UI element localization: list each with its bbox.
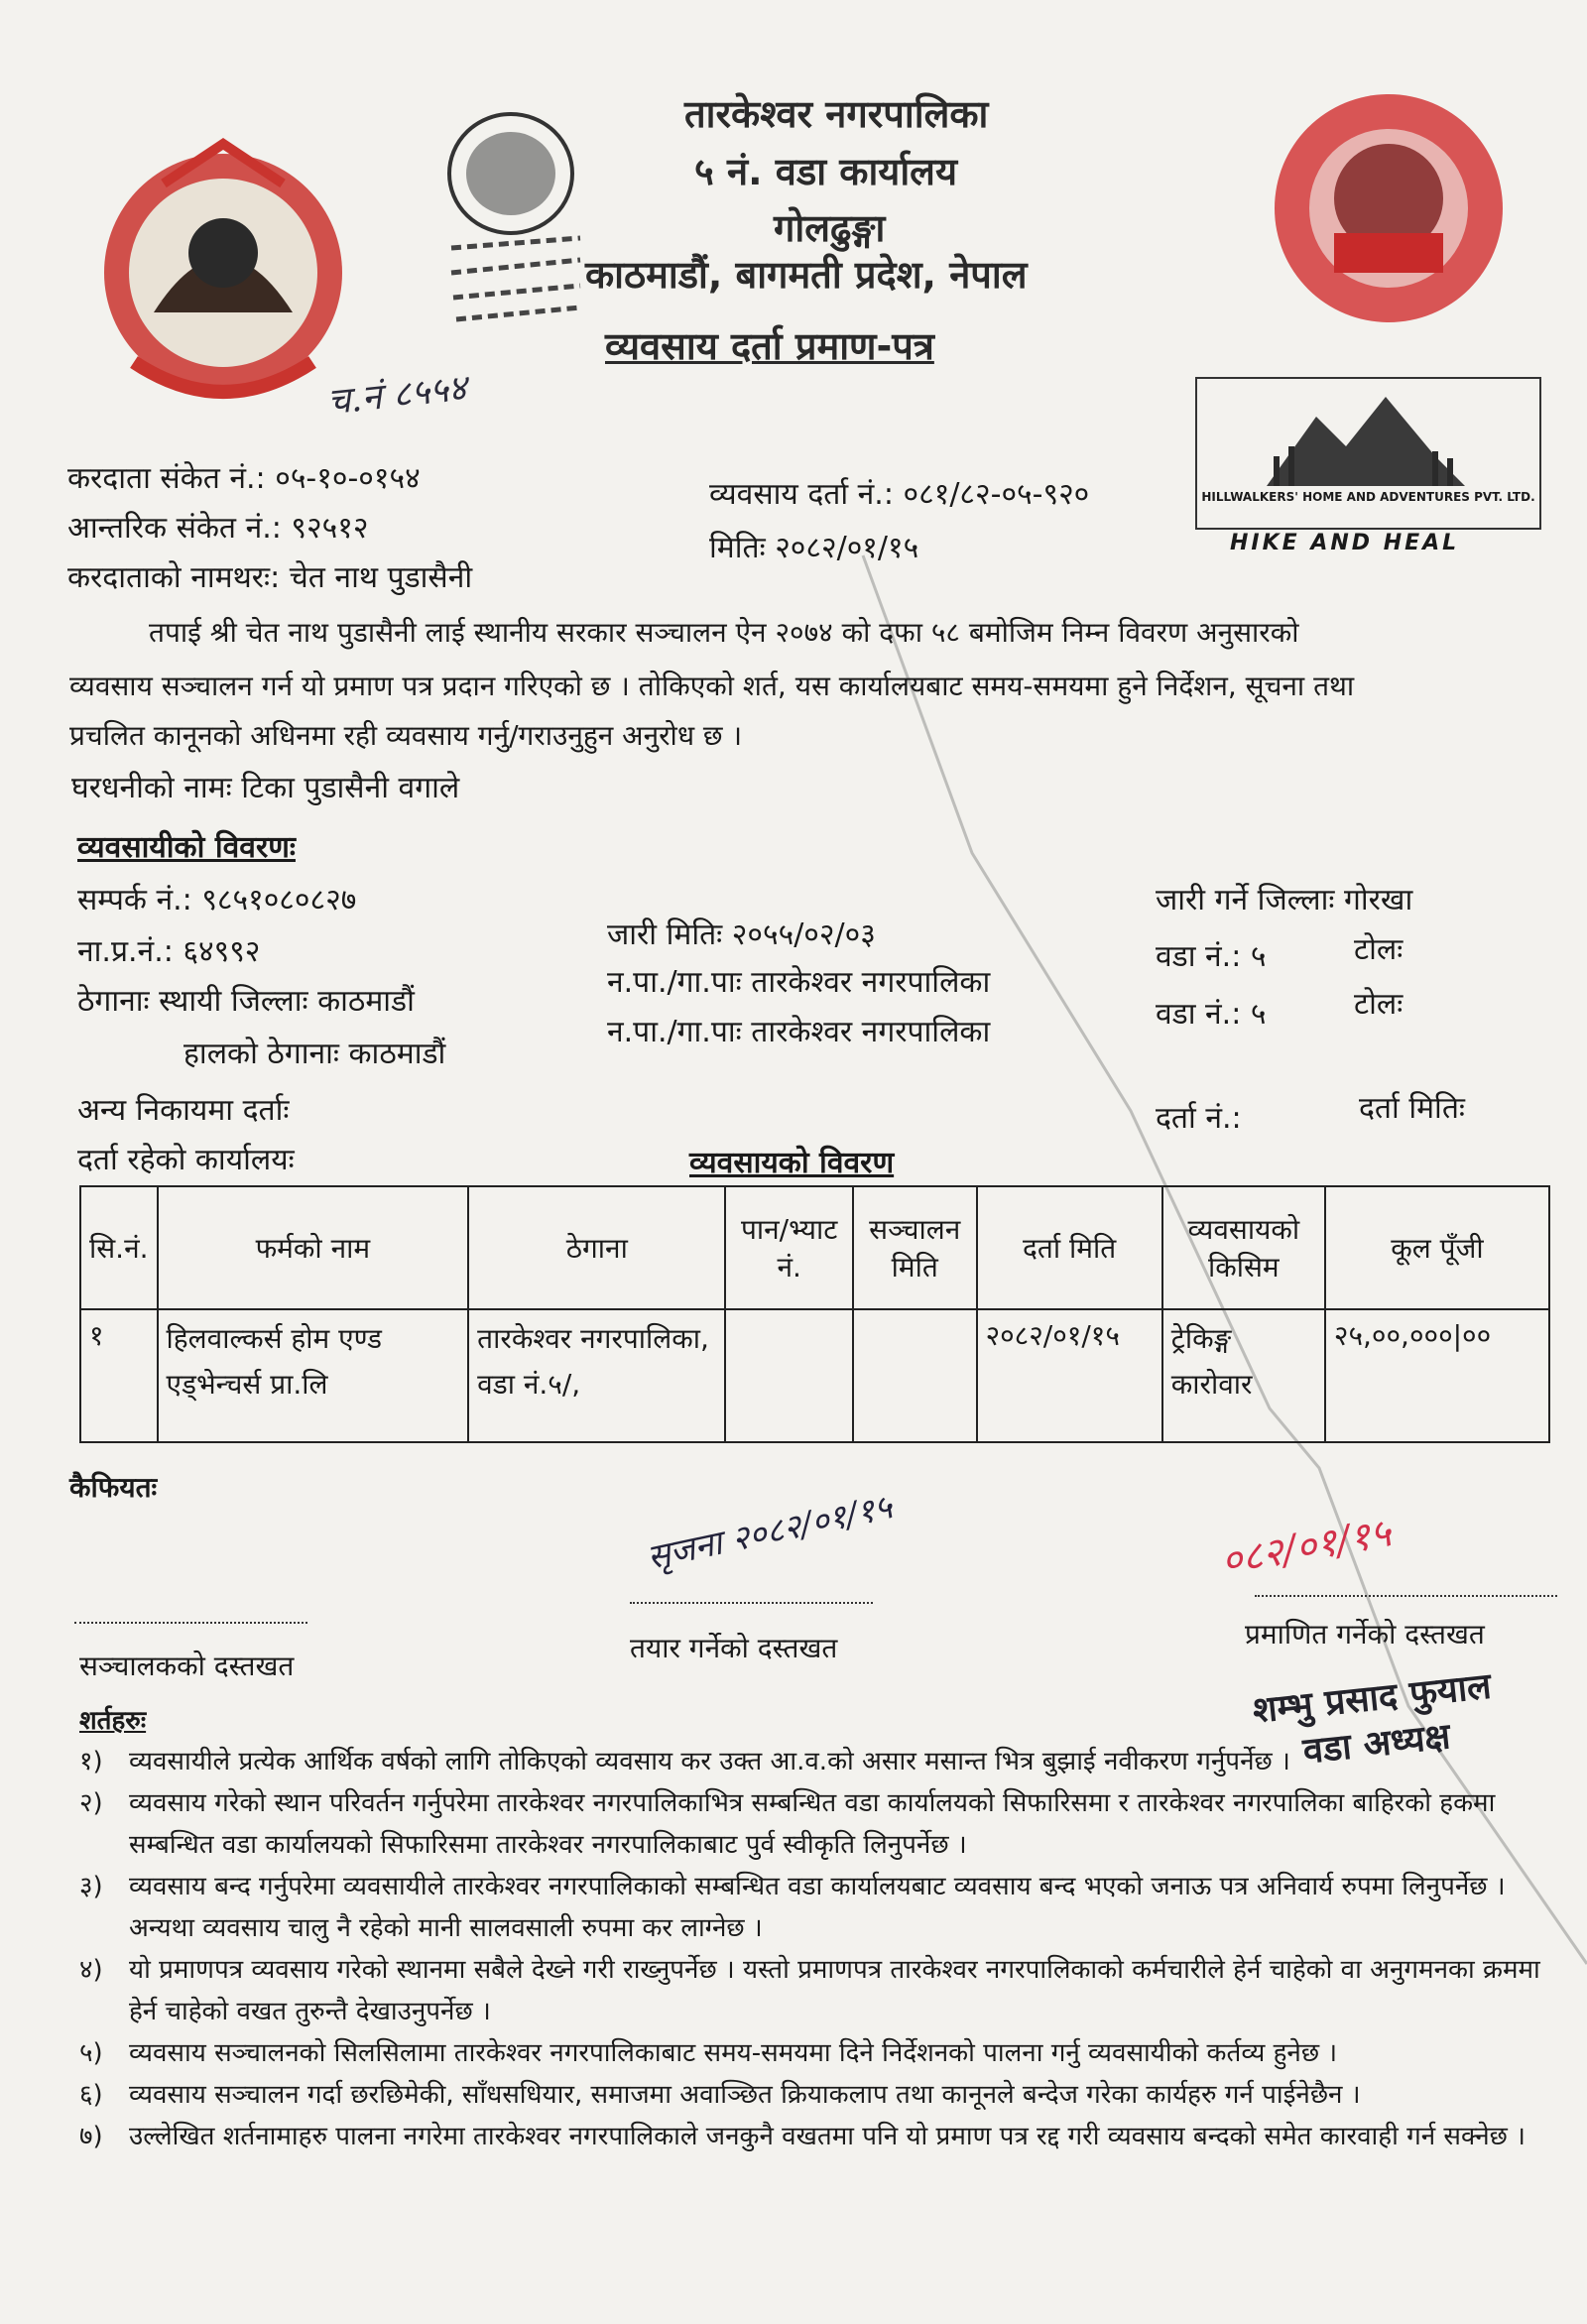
body-line-2: व्यवसाय सञ्चालन गर्न यो प्रमाण पत्र प्रदान गरिएको छ । तोकिएको शर्त, यस कार्यालयबाट समय-समयमा हुने निर्देशन, सूचना तथा bbox=[69, 670, 1355, 702]
terms-list bbox=[79, 1741, 1557, 2157]
issue-date-label: जारी मितिः bbox=[607, 917, 723, 952]
landlord-label: घरधनीको नामः bbox=[71, 771, 232, 805]
stamp-name: शम्भु प्रसाद फुयाल bbox=[1251, 1665, 1494, 1732]
term-text: यो प्रमाणपत्र व्यवसाय गरेको स्थानमा सबैले देख्ने गरी राख्नुपर्नेछ । यस्तो प्रमाणपत्र तारकेश्वर नगरपालिकाको कर्मचारीले हेर्न चाहेको वा अनुगमनका क्रममा हेर्न चाहेको वखत तुरुन्तै देखाउनुपर्नेछ । bbox=[129, 1955, 1540, 2026]
body-line-1: तपाई श्री चेत नाथ पुडासैनी लाई स्थानीय सरकार सञ्चालन ऐन २०७४ को दफा ५८ बमोजिम निम्न विवरण अनुसारको bbox=[149, 616, 1299, 649]
landlord-row bbox=[71, 766, 459, 806]
perm-tole-label: टोलः bbox=[1354, 932, 1404, 967]
col-pan-vat: पान/भ्याट नं. bbox=[725, 1186, 853, 1309]
header-location: गोलढुङ्गा bbox=[774, 206, 886, 250]
term-item bbox=[79, 1949, 1557, 2032]
internal-value: ९२५१२ bbox=[291, 511, 369, 546]
term-text: व्यवसाय गरेको स्थान परिवर्तन गर्नुपरेमा तारकेश्वर नगरपालिकाभित्र सम्बन्धित वडा कार्यालयको सिफारिसमा र तारकेश्वर नगरपालिका बाहिरको हकमा सम्बन्धित वडा कार्यालयको सिफारिसमा तारकेश्वर नगरपालिकाबाट पुर्व स्वीकृति लिनुपर्नेछ । bbox=[129, 1788, 1496, 1860]
registration-date-row bbox=[709, 526, 918, 566]
current-municipality-value: तारकेश्वर नगरपालिका bbox=[751, 1015, 991, 1049]
body-line-3: प्रचलित कानूनको अधिनमा रही व्यवसाय गर्नु/गराउनुहुन अनुरोध छ । bbox=[69, 719, 743, 752]
business-table-heading: व्यवसायको विवरण bbox=[689, 1146, 895, 1180]
header-ward-office: ५ नं. वडा कार्यालय bbox=[694, 150, 957, 193]
permanent-district: काठमाडौं bbox=[317, 984, 415, 1019]
term-number: १) bbox=[79, 1747, 103, 1776]
cell-address: तारकेश्वर नगरपालिका, वडा नं.५/, bbox=[468, 1309, 725, 1442]
current-municipality-row bbox=[607, 1010, 990, 1050]
term-number: ३) bbox=[79, 1872, 103, 1901]
current-municipality-label: न.पा./गा.पाः bbox=[607, 1015, 742, 1049]
issue-district-value: गोरखा bbox=[1343, 883, 1413, 917]
term-text: व्यवसायीले प्रत्येक आर्थिक वर्षको लागि तोकिएको व्यवसाय कर उक्त आ.व.को असार मसान्त भित्र बुझाई नवीकरण गर्नुपर्नेछ । bbox=[129, 1747, 1290, 1776]
issue-district-row bbox=[1156, 878, 1412, 918]
citizenship-value: ६४९९२ bbox=[183, 934, 261, 969]
pan-row bbox=[67, 456, 421, 497]
registration-no-row bbox=[709, 472, 1089, 513]
mountain-logo-icon bbox=[1257, 387, 1475, 496]
terms-heading: शर्तहरुः bbox=[79, 1706, 147, 1736]
issue-date-row bbox=[607, 913, 876, 953]
registration-date-value: २०८२/०१/१५ bbox=[775, 531, 919, 565]
proprietor-heading: व्यवसायीको विवरणः bbox=[77, 830, 296, 865]
term-text: उल्लेखित शर्तनामाहरु पालना नगरेमा तारकेश्वर नगरपालिकाले जनकुनै वखतमा पनि यो प्रमाण पत्र रद्द गरी व्यवसाय बन्दको समेत कारवाही गर्न सक्नेछ । bbox=[129, 2122, 1526, 2151]
internal-code-row bbox=[67, 506, 368, 547]
cell-operation-date bbox=[853, 1309, 977, 1442]
prepared-handwritten-signature: सृजना २०८२/०१/१५ bbox=[644, 1487, 896, 1578]
other-registration-label: अन्य निकायमा दर्ताः bbox=[77, 1093, 290, 1128]
header-address: काठमाडौं, बागमती प्रदेश, नेपाल bbox=[585, 253, 1028, 297]
remarks-label: कैफियतः bbox=[69, 1471, 158, 1504]
company-logo bbox=[1195, 377, 1541, 530]
col-address: ठेगाना bbox=[468, 1186, 725, 1309]
term-item bbox=[79, 1741, 1557, 1782]
operator-signature-line bbox=[74, 1622, 307, 1624]
perm-municipality-label: न.पा./गा.पाः bbox=[607, 965, 742, 1000]
registration-no-value: ०८१/८२-०५-९२० bbox=[903, 477, 1090, 512]
registration-number-label: दर्ता नं.: bbox=[1156, 1101, 1242, 1136]
landlord-value: टिका पुडासैनी वगाले bbox=[241, 771, 460, 805]
taxpayer-name-label: करदाताको नामथरः: bbox=[67, 560, 281, 595]
term-item bbox=[79, 2032, 1557, 2074]
col-firm-name: फर्मको नाम bbox=[158, 1186, 469, 1309]
perm-municipality-row bbox=[607, 960, 990, 1001]
company-logo-name: HILLWALKERS' HOME AND ADVENTURES PVT. LTD. bbox=[1201, 490, 1535, 504]
perm-municipality-value: तारकेश्वर नगरपालिका bbox=[751, 965, 991, 1000]
taxpayer-name-value: चेत नाथ पुडासैनी bbox=[289, 560, 473, 595]
company-logo-tagline: HIKE AND HEAL bbox=[1230, 531, 1460, 555]
current-tole-label: टोलः bbox=[1354, 987, 1404, 1022]
contact-value: ९८५१०८०८२७ bbox=[201, 883, 357, 917]
permanent-address-row bbox=[77, 979, 415, 1020]
business-table bbox=[79, 1185, 1550, 1443]
col-business-type: व्यवसायको किसिम bbox=[1162, 1186, 1325, 1309]
registered-office-label: दर्ता रहेको कार्यालयः bbox=[77, 1143, 295, 1177]
current-district: काठमाडौं bbox=[348, 1037, 446, 1071]
current-ward-value: ५ bbox=[1250, 997, 1267, 1032]
contact-label: सम्पर्क नं.: bbox=[77, 883, 192, 917]
certified-signature-line bbox=[1255, 1595, 1557, 1597]
certified-signature-label: प्रमाणित गर्नेको दस्तखत bbox=[1245, 1618, 1485, 1651]
table-header-row bbox=[80, 1186, 1549, 1309]
table-row bbox=[80, 1309, 1549, 1442]
ward-office-seal bbox=[431, 109, 600, 337]
term-number: ६) bbox=[79, 2080, 103, 2110]
operator-signature-label: सञ्चालकको दस्तखत bbox=[79, 1650, 295, 1682]
col-total-capital: कूल पूँजी bbox=[1325, 1186, 1549, 1309]
permanent-address-label: ठेगानाः स्थायी जिल्लाः bbox=[77, 984, 308, 1019]
term-number: ५) bbox=[79, 2038, 103, 2068]
taxpayer-name-row bbox=[67, 555, 472, 596]
pan-label: करदाता संकेत नं.: bbox=[67, 461, 266, 496]
term-item bbox=[79, 2074, 1557, 2116]
perm-ward-row bbox=[1156, 934, 1267, 975]
current-ward-row bbox=[1156, 992, 1267, 1033]
stamp-title: वडा अध्यक्ष bbox=[1300, 1716, 1453, 1773]
issue-district-label: जारी गर्ने जिल्लाः bbox=[1156, 883, 1335, 917]
cell-firm-name: हिलवाल्कर्स होम एण्ड एड्भेन्चर्स प्रा.लि bbox=[158, 1309, 469, 1442]
term-item bbox=[79, 2116, 1557, 2157]
company-round-stamp bbox=[1265, 84, 1513, 332]
cell-pan-vat bbox=[725, 1309, 853, 1442]
citizenship-row bbox=[77, 929, 260, 970]
issue-date-value: २०५५/०२/०३ bbox=[731, 917, 876, 952]
citizenship-label: ना.प्र.नं.: bbox=[77, 934, 174, 969]
current-ward-label: वडा नं.: bbox=[1156, 997, 1242, 1032]
contact-row bbox=[77, 878, 356, 918]
term-text: व्यवसाय सञ्चालनको सिलसिलामा तारकेश्वर नगरपालिकाबाट समय-समयमा दिने निर्देशनको पालना गर्नु व्यवसायीको कर्तव्य हुनेछ । bbox=[129, 2038, 1338, 2068]
prepared-signature-label: तयार गर्नेको दस्तखत bbox=[630, 1632, 838, 1664]
current-address-label: हालको ठेगानाः bbox=[183, 1037, 339, 1071]
registration-date-label: दर्ता मितिः bbox=[1359, 1091, 1465, 1126]
col-registration-date: दर्ता मिति bbox=[977, 1186, 1162, 1309]
certified-handwritten-signature: ०८२/०१/१५ bbox=[1217, 1510, 1395, 1585]
nepal-emblem-icon bbox=[94, 124, 352, 422]
cell-serial: १ bbox=[80, 1309, 158, 1442]
cell-business-type: ट्रेकिङ्ग कारोवार bbox=[1162, 1309, 1325, 1442]
pan-value: ०५-१०-०१५४ bbox=[275, 461, 421, 496]
internal-label: आन्तरिक संकेत नं.: bbox=[67, 511, 282, 546]
certificate-title: व्यवसाय दर्ता प्रमाण-पत्र bbox=[605, 324, 934, 368]
handwritten-ref-number: च.नं ८५५४ bbox=[325, 367, 469, 424]
registration-date-label: मितिः bbox=[709, 531, 766, 565]
current-address-row bbox=[183, 1032, 445, 1072]
term-number: ७) bbox=[79, 2122, 103, 2151]
prepared-signature-line bbox=[630, 1602, 873, 1604]
col-operation-date: सञ्चालन मिति bbox=[853, 1186, 977, 1309]
registration-no-label: व्यवसाय दर्ता नं.: bbox=[709, 477, 894, 512]
perm-ward-value: ५ bbox=[1250, 939, 1267, 974]
col-serial: सि.नं. bbox=[80, 1186, 158, 1309]
perm-ward-label: वडा नं.: bbox=[1156, 939, 1242, 974]
header-municipality: तारकेश्वर नगरपालिका bbox=[684, 92, 989, 136]
term-number: २) bbox=[79, 1788, 103, 1818]
cell-total-capital: २५,००,०००|०० bbox=[1325, 1309, 1549, 1442]
cell-registration-date: २०८२/०१/१५ bbox=[977, 1309, 1162, 1442]
term-text: व्यवसाय सञ्चालन गर्दा छरछिमेकी, साँधसधियार, समाजमा अवाञ्छित क्रियाकलाप तथा कानूनले बन्देज गरेका कार्यहरु गर्न पाईनेछैन । bbox=[129, 2080, 1361, 2110]
term-text: व्यवसाय बन्द गर्नुपरेमा व्यवसायीले तारकेश्वर नगरपालिकाको सम्बन्धित वडा कार्यालयबाट व्यवसाय बन्द भएको जनाऊ पत्र अनिवार्य रुपमा लिनुपर्नेछ । अन्यथा व्यवसाय चालु नै रहेको मानी सालवसाली रुपमा कर लाग्नेछ । bbox=[129, 1872, 1506, 1943]
term-item bbox=[79, 1782, 1557, 1866]
term-item bbox=[79, 1866, 1557, 1949]
term-number: ४) bbox=[79, 1955, 103, 1985]
